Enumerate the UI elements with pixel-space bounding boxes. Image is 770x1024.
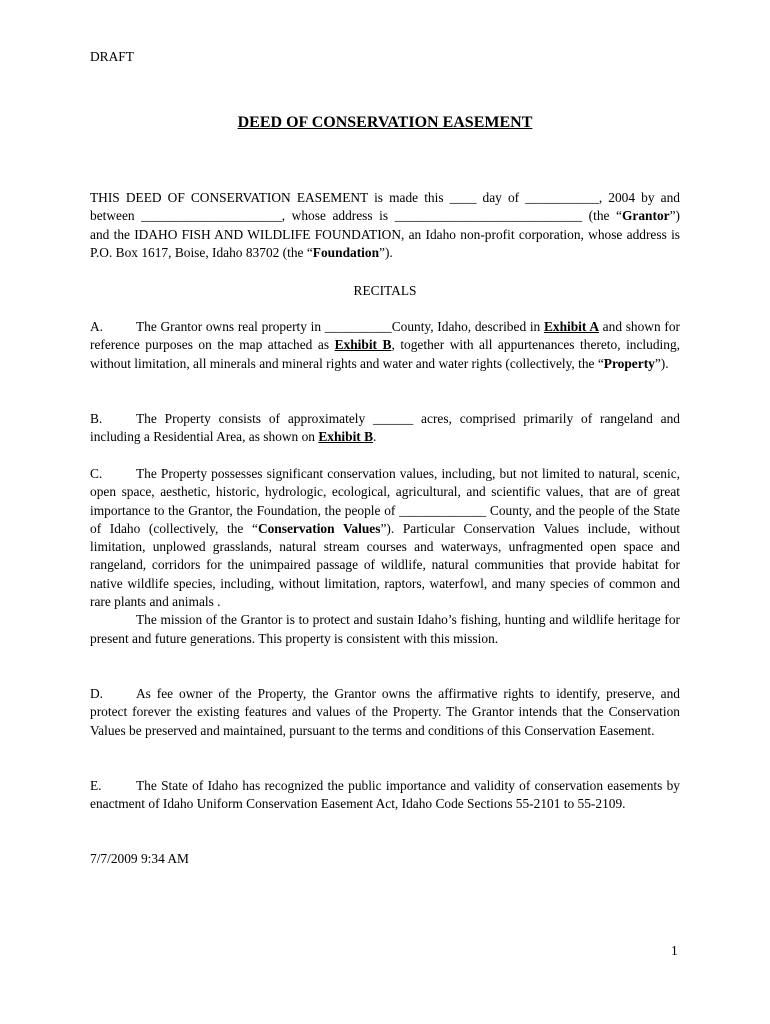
recital-letter: E.	[90, 778, 102, 793]
grantor-term: Grantor	[621, 208, 670, 224]
recital-letter: D.	[90, 686, 104, 701]
document-title: DEED OF CONSERVATION EASEMENT	[237, 114, 533, 131]
exhibit-b-ref: Exhibit B	[318, 429, 374, 445]
footer-timestamp: 7/7/2009 9:34 AM	[90, 851, 189, 866]
recital-c: C. The Property possesses significant conservation values, including, but not limited to natural, scenic, open space, aesthetic, historic, hydrologic, ecological, agricultural, and scientific values, that are of great importance to the Grantor, the Foundation, the people of _____________ County, and the people of the State of Idaho (collectively, the “Conservation Values”). Particular Conservation Values include, without limitation, unplowed grasslands, natural stream courses and waterways, unfragmented open space and rangeland, corridors for the unimpaired passage of wildlife, natural communities that provide habitat for native wildlife species, including, without limitation, raptors, waterfowl, and many species of common and rare plants and animals . The mission of the Grantor is to protect and sustain Idaho’s fishing, hunting and wildlife heritage for present and future generations. This property is consistent with this mission.	[90, 466, 681, 646]
recital-letter: A.	[90, 319, 104, 334]
recital-b: B. The Property consists of approximately ______ acres, comprised primarily of rangeland and including a Residential Area, as shown on Exhibit B.	[90, 411, 680, 445]
page-number: 1	[671, 943, 678, 958]
mission-statement: The mission of the Grantor is to protect and sustain Idaho’s fishing, hunting and wildlife heritage for present and future generations. This property is consistent with this mission.	[90, 612, 680, 646]
exhibit-b-ref: Exhibit B	[334, 337, 392, 353]
recital-a: A. The Grantor owns real property in __________County, Idaho, described in Exhibit A and shown for reference purposes on the map attached as Exhibit B, together with all appurtenances thereto, including, without limitation, all minerals and mineral rights and water and water rights (collectively, the “Property”).	[90, 319, 680, 371]
draft-label: DRAFT	[90, 49, 134, 64]
conservation-values-term: Conservation Values	[257, 520, 381, 536]
exhibit-a-ref: Exhibit A	[543, 319, 599, 334]
recital-letter: C.	[90, 466, 103, 481]
property-term: Property	[603, 355, 655, 371]
intro-paragraph: THIS DEED OF CONSERVATION EASEMENT is made this ____ day of ___________, 2004 by and between _____________________, whose address is ____________________________ (the “Grantor”) and the IDAHO FISH AND WILDLIFE FOUNDATION, an Idaho non-profit corporation, whose address is P.O. Box 1617, Boise, Idaho 83702 (the “Foundation”).	[90, 190, 680, 260]
recital-e: E. The State of Idaho has recognized the public importance and validity of conservation easements by enactment of Idaho Uniform Conservation Easement Act, Idaho Code Sections 55-2101 to 55-2109.	[90, 778, 680, 812]
foundation-term: Foundation	[312, 244, 380, 260]
recitals-heading: RECITALS	[353, 283, 417, 298]
recital-d: D. As fee owner of the Property, the Grantor owns the affirmative rights to identify, preserve, and protect forever the existing features and values of the Property. The Grantor intends that the Conservation Values be preserved and maintained, pursuant to the terms and conditions of this Conservation Easement.	[90, 686, 680, 738]
recital-letter: B.	[90, 411, 103, 426]
